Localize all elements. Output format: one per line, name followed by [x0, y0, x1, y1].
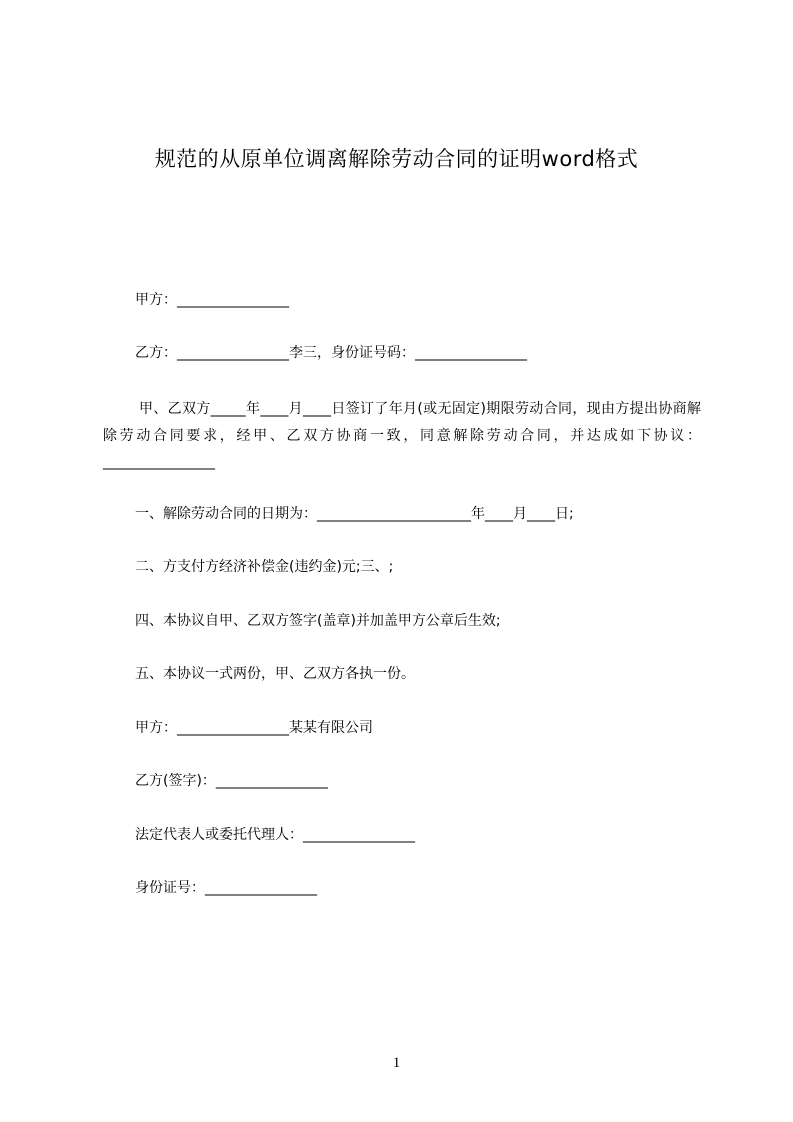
- party-b-line: 乙方：________________李三，身份证号码：________________: [135, 345, 527, 361]
- page-number: 1: [392, 1055, 401, 1071]
- id-number-line: 身份证号：________________: [135, 880, 317, 896]
- clause-4: 四、本协议自甲、乙双方签字(盖章)并加盖甲方公章后生效;: [135, 613, 501, 629]
- signature-party-a: 甲方：________________某某有限公司: [135, 720, 373, 736]
- intro-paragraph: 甲、乙双方_____年____月____日签订了年月(或无固定)期限劳动合同，现由方提出协商解除劳动合同要求，经甲、乙双方协商一致，同意解除劳动合同，并达成如下协议：________________: [103, 401, 701, 470]
- party-a-line: 甲方：________________: [135, 292, 289, 308]
- clause-5: 五、本协议一式两份，甲、乙双方各执一份。: [135, 666, 415, 682]
- clause-2: 二、方支付方经济补偿金(违约金)元;三、;: [135, 559, 394, 575]
- document-title: 规范的从原单位调离解除劳动合同的证明word格式: [154, 147, 639, 171]
- legal-representative-line: 法定代表人或委托代理人：________________: [135, 827, 415, 843]
- signature-party-b: 乙方(签字)：________________: [135, 773, 328, 789]
- clause-1: 一、解除劳动合同的日期为：______________________年____月____日;: [135, 506, 574, 522]
